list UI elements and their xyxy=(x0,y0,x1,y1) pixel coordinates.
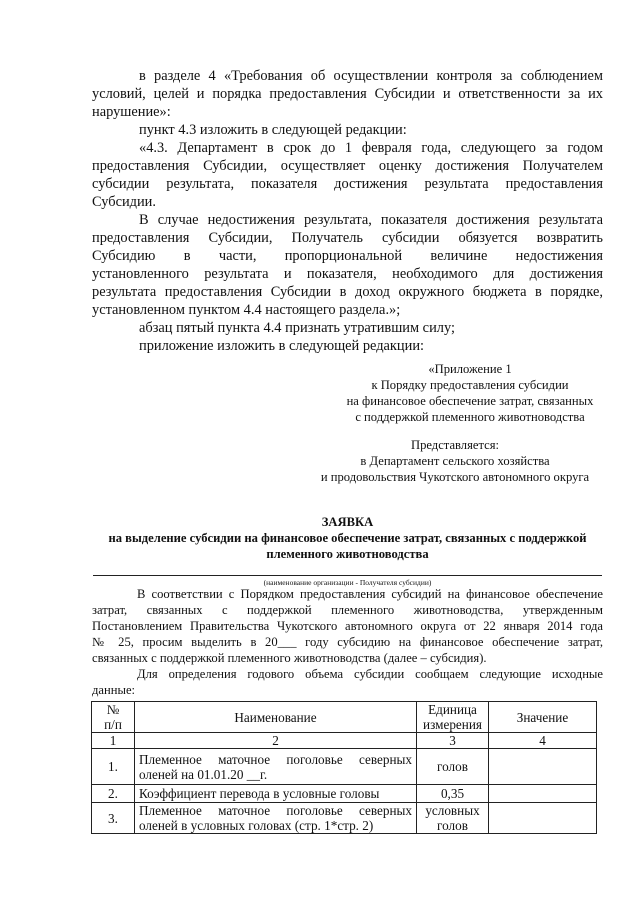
intro-line: пункт 4.3 изложить в следующей редакции: xyxy=(139,122,407,138)
table-row xyxy=(92,803,597,834)
row-name xyxy=(135,803,417,834)
intro-line: условий, целей и порядка предоставления Субсидии и ответственности за их xyxy=(92,86,603,102)
intro-line: установленном пунктом 4.4 настоящего раздела.»; xyxy=(92,302,401,318)
column-number: 1 xyxy=(92,733,135,749)
appendix-line: с поддержкой племенного животноводства xyxy=(355,410,585,424)
row-unit xyxy=(417,803,489,834)
table-row xyxy=(92,785,597,803)
body-line: связанных с поддержкой племенного животноводства (далее – субсидия). xyxy=(92,651,487,665)
row-unit: 0,35 xyxy=(417,785,489,803)
row-unit-line: условных xyxy=(425,803,480,818)
row-name: Коэффициент перевода в условные головы xyxy=(135,785,417,803)
header-unit-line: Единица xyxy=(428,702,477,717)
appendix-line: на финансовое обеспечение затрат, связанных xyxy=(346,394,594,408)
row-value[interactable] xyxy=(489,749,597,785)
row-name xyxy=(135,749,417,785)
row-name-line: оленей на 01.01.20 __г. xyxy=(139,766,268,782)
intro-line: «4.3. Департамент в срок до 1 февраля года, следующего за годом xyxy=(139,140,603,156)
table-row xyxy=(92,749,597,785)
row-unit: голов xyxy=(417,749,489,785)
organization-name-line xyxy=(93,575,602,576)
column-number: 4 xyxy=(489,733,597,749)
row-name-line: Племенное маточное поголовье северных xyxy=(139,751,412,767)
document-title: ЗАЯВКА xyxy=(321,515,374,529)
document-subtitle: на выделение субсидии на финансовое обеспечение затрат, связанных с поддержкой xyxy=(108,531,587,545)
intro-line: предоставления Субсидии, осуществляет оценку достижения Получателем xyxy=(92,158,603,174)
column-number-row xyxy=(92,733,597,749)
row-name-line: оленей в условных головах (стр. 1*стр. 2) xyxy=(139,818,374,833)
row-value[interactable] xyxy=(489,803,597,834)
addressee-line: в Департамент сельского хозяйства xyxy=(360,454,550,468)
intro-line: предоставления Субсидии, Получатель субсидии обязуется возвратить xyxy=(92,230,603,246)
intro-line: Субсидию в части, пропорциональной величине недостижения xyxy=(92,248,603,264)
body-line: Для определения годового объема субсидии сообщаем следующие исходные xyxy=(137,667,603,681)
body-line: Постановлением Правительства Чукотского автономного округа от 22 января 2014 года xyxy=(92,619,603,633)
addressee-line: и продовольствия Чукотского автономного округа xyxy=(320,470,590,484)
body-line: данные: xyxy=(92,683,136,697)
intro-line: в разделе 4 «Требования об осуществлении контроля за соблюдением xyxy=(139,68,603,84)
addressee-line: Представляется: xyxy=(410,438,500,452)
header-cell-value: Значение xyxy=(489,702,597,733)
intro-line: установленного результата и показателя, необходимого для достижения xyxy=(92,266,603,282)
intro-line: результата предоставления Субсидии в доход окружного бюджета в порядке, xyxy=(92,284,603,300)
body-line: В соответствии с Порядком предоставления субсидий на финансовое обеспечение xyxy=(137,587,603,601)
body-line: № 25, просим выделить в 20___ году субсидию на финансовое обеспечение затрат, xyxy=(92,635,603,649)
table-header-row xyxy=(92,702,597,733)
source-data-table xyxy=(91,701,597,834)
body-line: затрат, связанных с поддержкой племенного животноводства, утвержденным xyxy=(92,603,603,617)
intro-line: нарушение»: xyxy=(92,104,171,120)
intro-line: Субсидии. xyxy=(92,194,156,210)
row-value[interactable] xyxy=(489,785,597,803)
row-number: 1. xyxy=(92,749,135,785)
header-cell-name: Наименование xyxy=(135,702,417,733)
organization-caption: (наименование организации - Получателя субсидии) xyxy=(263,578,432,587)
intro-line: В случае недостижения результата, показателя достижения результата xyxy=(139,212,603,228)
intro-line: приложение изложить в следующей редакции: xyxy=(139,338,425,354)
header-number-line: п/п xyxy=(104,717,122,732)
intro-line: абзац пятый пункта 4.4 признать утратившим силу; xyxy=(139,320,455,336)
column-number: 3 xyxy=(417,733,489,749)
row-number: 3. xyxy=(92,803,135,834)
appendix-line: «Приложение 1 xyxy=(428,362,512,376)
header-unit-line: измерения xyxy=(423,717,482,732)
intro-line: субсидии результата, показателя достижения результата предоставления xyxy=(92,176,603,192)
appendix-line: к Порядку предоставления субсидии xyxy=(371,378,569,392)
header-cell-number xyxy=(92,702,135,733)
row-name-line: Племенное маточное поголовье северных xyxy=(139,803,412,818)
row-unit-line: голов xyxy=(437,818,468,833)
header-cell-unit xyxy=(417,702,489,733)
row-number: 2. xyxy=(92,785,135,803)
column-number: 2 xyxy=(135,733,417,749)
header-number-line: № xyxy=(106,702,120,717)
document-subtitle: племенного животноводства xyxy=(266,547,429,561)
